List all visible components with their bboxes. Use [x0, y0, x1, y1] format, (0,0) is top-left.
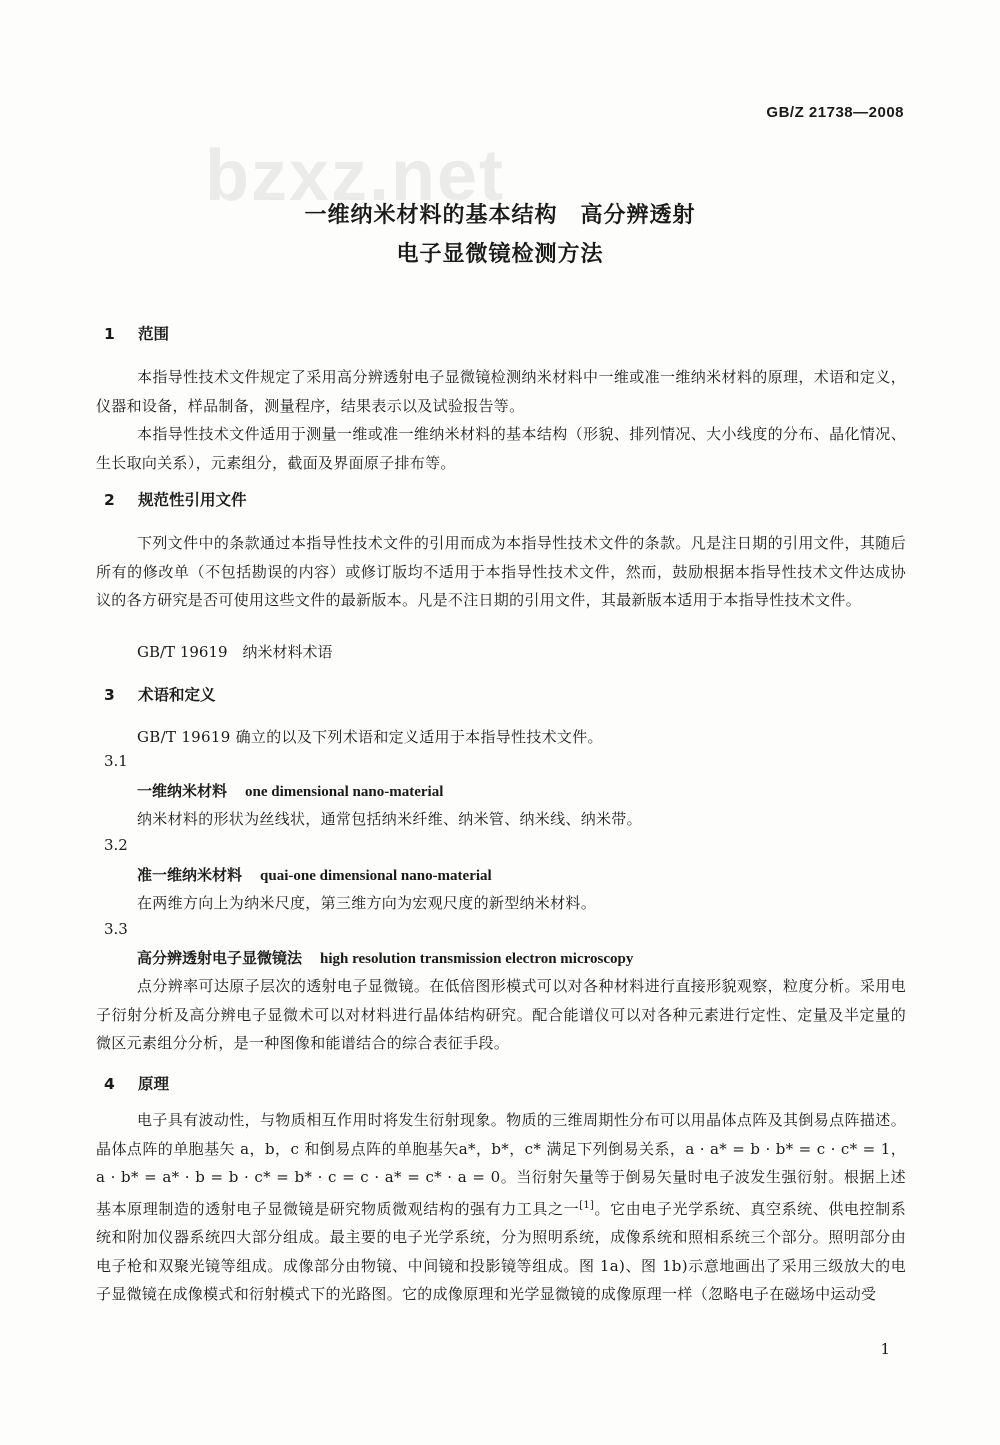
term-english: one dimensional nano-material: [245, 784, 444, 800]
term-3-1-definition: 纳米材料的形状为丝线状，通常包括纳米纤维、纳米管、纳米线、纳米带。: [137, 810, 642, 828]
section-number: 4: [104, 1075, 115, 1093]
term-3-3-number: 3.3: [104, 920, 128, 938]
section-title: 规范性引用文件: [138, 491, 247, 509]
document-title-line-1: 一维纳米材料的基本结构 高分辨透射: [304, 203, 696, 228]
section-1-paragraph-2: 本指导性技术文件适用于测量一维或准一维纳米材料的基本结构（形貌、排列情况、大小线度的分布、晶化情况、生长取向关系），元素组分，截面及界面原子排布等。: [96, 425, 906, 472]
section-title: 原理: [138, 1075, 170, 1093]
section-title: 术语和定义: [138, 686, 216, 704]
principle-text-part-1: 电子具有波动性，与物质相互作用时将发生衍射现象。物质的三维周期性分布可以用晶体点阵及其倒易点阵描述。晶体点阵的单胞基矢 a，b，c 和倒易点阵的单胞基矢a*，b*，c* 满足下列倒易关系，a · a* = b · b* = c · c* = 1，a · b* = a* · b = b · c* = b* · c = c · a* = c* · a = 0。当衍射矢量等于倒易矢量时电子波发生强衍射。根据上述基本原理制造的透射电子显微镜是研究物质微观结构的强有力工具之一: [96, 1111, 906, 1218]
section-number: 2: [104, 491, 115, 509]
term-3-2-definition: 在两维方向上为纳米尺度，第三维方向为宏观尺度的新型纳米材料。: [137, 894, 597, 912]
term-3-3-definition: 点分辨率可达原子层次的透射电子显微镜。在低倍图形模式可以对各种材料进行直接形貌观察，粒度分析。采用电子衍射分析及高分辨电子显微术可以对材料进行晶体结构研究。配合能谱仪可以对各种元素进行定性、定量及半定量的微区元素组分分析，是一种图像和能谱结合的综合表征手段。: [96, 977, 906, 1052]
section-1-heading: [96, 322, 906, 344]
section-2-paragraph-1: 下列文件中的条款通过本指导性技术文件的引用而成为本指导性技术文件的条款。凡是注日期的引用文件，其随后所有的修改单（不包括勘误的内容）或修订版均不适用于本指导性技术文件，然而，鼓励根据本指导性技术文件达成协议的各方研究是否可使用这些文件的最新版本。凡是不注日期的引用文件，其最新版本适用于本指导性技术文件。: [96, 534, 906, 609]
term-3-2-number: 3.2: [104, 836, 128, 854]
document-number: GB/Z 21738—2008: [766, 104, 904, 121]
document-title-line-2: 电子显微镜检测方法: [396, 242, 604, 267]
term-chinese: 准一维纳米材料: [137, 866, 243, 884]
section-4-paragraph-1: [96, 1106, 906, 1309]
normative-reference: GB/T 19619 纳米材料术语: [137, 643, 333, 661]
section-title: 范围: [138, 325, 170, 343]
term-3-1-number: 3.1: [104, 752, 128, 770]
citation-marker: [1]: [579, 1199, 595, 1211]
section-number: 1: [104, 325, 115, 343]
principle-text-part-2: 。它由电子光学系统、真空系统、供电控制系统和附加仪器系统四大部分组成。最主要的电子光学系统，分为照明系统，成像系统和照相系统三个部分。照明部分由电子枪和双聚光镜等组成。成像部分由物镜、中间镜和投影镜等组成。图 1a)、图 1b)示意地画出了采用三级放大的电子显微镜在成像模式和衍射模式下的光路图。它的成像原理和光学显微镜的成像原理一样（忽略电子在磁场中运动受: [96, 1199, 906, 1303]
section-number: 3: [104, 686, 115, 704]
section-1-paragraph-1: 本指导性技术文件规定了采用高分辨透射电子显微镜检测纳米材料中一维或准一维纳米材料的原理，术语和定义，仪器和设备，样品制备，测量程序，结果表示以及试验报告等。: [96, 368, 906, 415]
term-3-2: [96, 864, 947, 885]
page-number: 1: [880, 1340, 890, 1358]
section-3-heading: [96, 683, 906, 705]
section-3-intro: GB/T 19619 确立的以及下列术语和定义适用于本指导性技术文件。: [137, 728, 603, 746]
term-chinese: 高分辨透射电子显微镜法: [137, 949, 303, 967]
section-2-heading: [96, 488, 906, 510]
section-4-heading: [96, 1072, 906, 1094]
term-3-1: [96, 780, 947, 801]
term-3-3: [96, 947, 947, 968]
term-english: quai-one dimensional nano-material: [260, 868, 492, 884]
term-chinese: 一维纳米材料: [137, 782, 228, 800]
watermark-text: bzxz.net: [205, 136, 506, 216]
term-english: high resolution transmission electron microscopy: [320, 951, 634, 967]
